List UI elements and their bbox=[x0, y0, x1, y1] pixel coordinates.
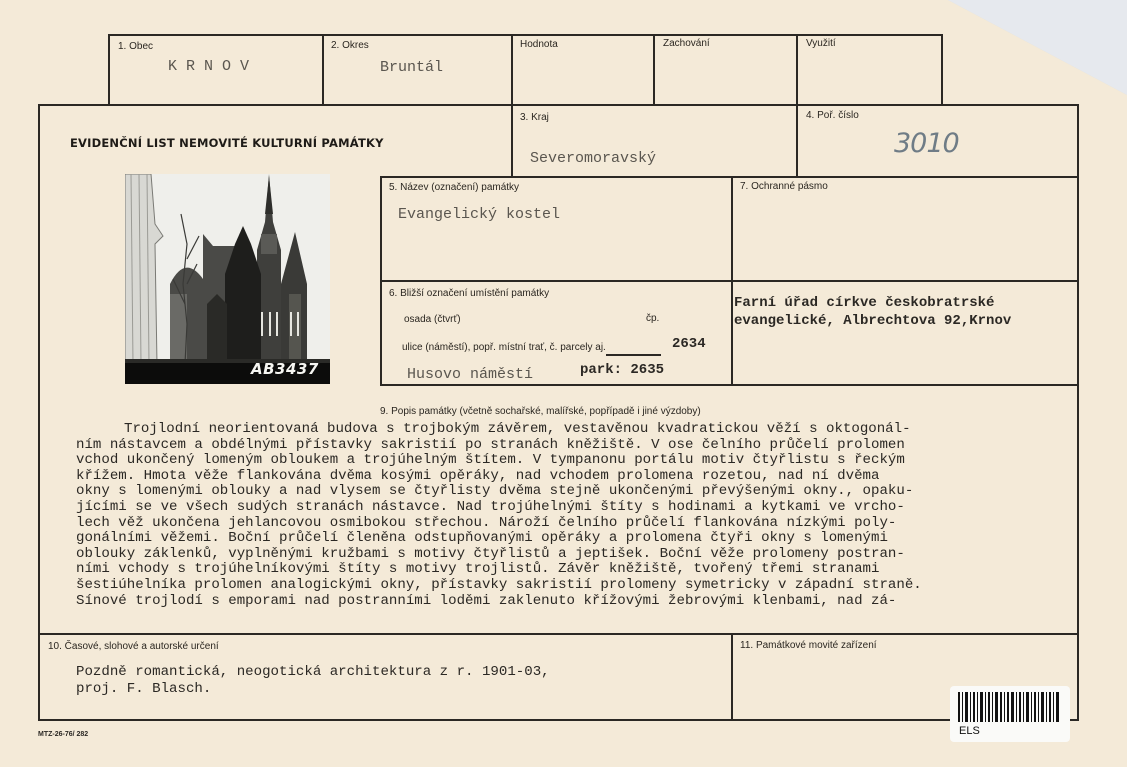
popis-line: oblouky záklenků, vyplněnými kružbami s motivy čtyřlistů a jeptišek. Boční věže prolomeny postran- bbox=[76, 545, 905, 562]
stamp-code: ELS bbox=[959, 725, 980, 737]
casove-line: proj. F. Blasch. bbox=[76, 681, 212, 697]
casove-label: 10. Časové, slohové a autorské určení bbox=[48, 641, 219, 652]
hodnota-label: Hodnota bbox=[520, 39, 558, 50]
archive-stamp bbox=[950, 686, 1070, 742]
obec-value: K R N O V bbox=[168, 58, 250, 75]
barcode bbox=[958, 692, 1062, 722]
popis-line: gonálními věžemi. Boční průčelí členěna odstupňovanými opěráky a prolomena čtyři okny s lomenými bbox=[76, 530, 888, 547]
popis-line: jícími se ve všech sudých stranách nástavce. Nad trojúhelnými štíty s hodinami a kytkami ve vrcho- bbox=[76, 498, 905, 515]
por-cislo-value: 3010 bbox=[894, 128, 959, 159]
owner-text bbox=[734, 294, 1011, 330]
owner-line: Farní úřad církve českobratrské bbox=[734, 295, 995, 311]
popis-line: ním nástavcem a obdélnými přístavky sakristií po stranách kněžiště. V ose čelního průčelí prolomen bbox=[76, 436, 905, 453]
ochranne-pasmo-label: 7. Ochranné pásmo bbox=[740, 181, 828, 192]
popis-label: 9. Popis památky (včetně sochařské, malířské, popřípadě i jiné výzdoby) bbox=[380, 406, 701, 417]
popis-line: okny s lomenými oblouky a nad vlysem se čtyřlisty dvěma stejně ukončenými převýšenými okny., opaku- bbox=[76, 483, 914, 500]
osada-label: osada (čtvrť) bbox=[404, 314, 461, 325]
owner-line: evangelické, Albrechtova 92,Krnov bbox=[734, 313, 1012, 329]
ulice-label: ulice (náměstí), popř. místní trať, č. parcely aj. bbox=[402, 342, 606, 353]
photo-caption: AB3437 bbox=[251, 360, 319, 378]
casove-line: Pozdně romantická, neogotická architektura z r. 1901-03, bbox=[76, 664, 550, 680]
por-cislo-label: 4. Poř. číslo bbox=[806, 110, 859, 121]
umisteni-label: 6. Bližší označení umístění památky bbox=[389, 288, 550, 299]
park-value: park: 2635 bbox=[580, 362, 665, 378]
popis-line: šestiúhelníka prolomen analogickými okny, přístavky sakristií prolomeny symetricky v západní straně. bbox=[76, 576, 922, 593]
popis-line: křížem. Hmota věže flankována dvěma kosými opěráky, nad vchodem prolomena rozetou, nad ní dvěma bbox=[76, 467, 880, 484]
popis-text bbox=[76, 422, 1066, 609]
street-value: Husovo náměstí bbox=[407, 366, 534, 383]
okres-value: Bruntál bbox=[380, 59, 444, 76]
popis-line: ními vchody s trojúhelníkovými štíty s motivy trojlistů. Závěr kněžiště, tvořený třemi stranami bbox=[76, 561, 880, 578]
popis-line: vchod ukončený lomeným obloukem a trojúhelným štítem. V tympanonu portálu motiv čtyřlistu s řeckým bbox=[76, 452, 905, 469]
vyuziti-label: Využití bbox=[806, 38, 836, 49]
popis-line: Trojlodní neorientovaná budova s trojbokým závěrem, vestavěnou kvadratickou věží s oktogonál- bbox=[124, 421, 911, 437]
kraj-value: Severomoravský bbox=[530, 150, 657, 167]
popis-line: Sínové trojlodí s emporami nad postranními loděmi zaklenuto křížovými žebrovými klenbami, nad zá- bbox=[76, 592, 897, 609]
form-title: EVIDENČNÍ LIST NEMOVITÉ KULTURNÍ PAMÁTKY bbox=[70, 136, 384, 150]
footer-code: MTZ-26-76/ 282 bbox=[38, 731, 89, 738]
nazev-value: Evangelický kostel bbox=[398, 206, 561, 223]
nazev-label: 5. Název (označení) památky bbox=[389, 182, 520, 193]
zachovani-label: Zachování bbox=[663, 38, 710, 49]
casove-text bbox=[76, 664, 550, 698]
popis-line: lech věž ukončena jehlancovou osmibokou střechou. Nároží čelního průčelí flankována nízkými poly- bbox=[76, 514, 897, 531]
kraj-label: 3. Kraj bbox=[520, 112, 549, 123]
cp-label: čp. bbox=[646, 313, 660, 324]
okres-label: 2. Okres bbox=[331, 40, 369, 51]
church-photograph bbox=[125, 174, 330, 384]
movite-label: 11. Památkové movité zařízení bbox=[740, 640, 877, 651]
obec-label: 1. Obec bbox=[118, 41, 154, 52]
parcela-value: 2634 bbox=[672, 336, 706, 352]
